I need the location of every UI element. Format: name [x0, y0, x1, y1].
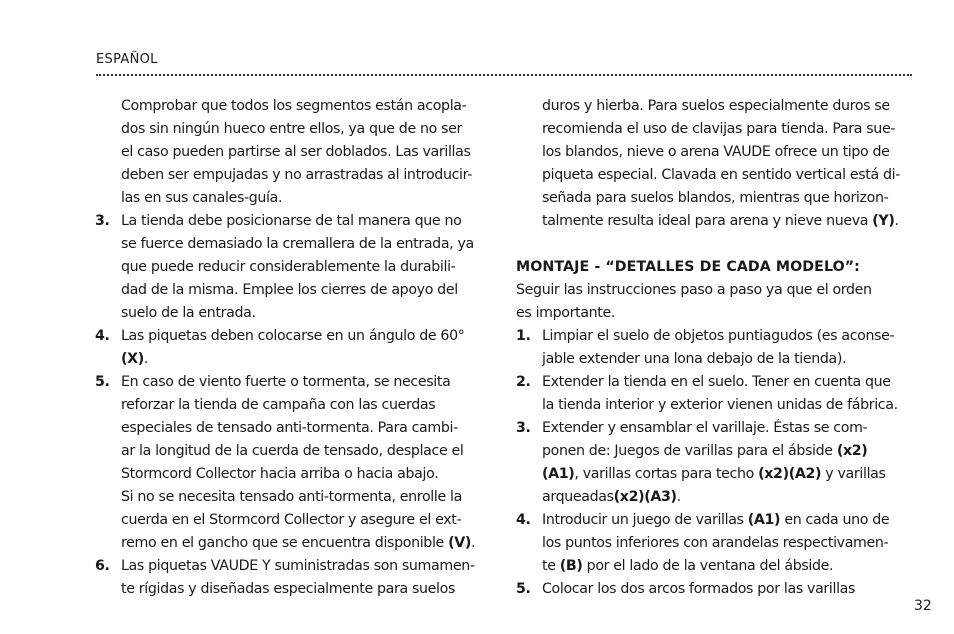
text-run: en cada uno de: [780, 512, 890, 528]
step-number: 5.: [516, 581, 531, 597]
text-line: recomienda el uso de clavijas para tienda. Para sue-: [542, 121, 896, 137]
section-heading: MONTAJE - “DETALLES DE CADA MODELO”:: [516, 259, 860, 275]
step-5: [516, 578, 916, 601]
figure-ref: (Y): [872, 213, 895, 229]
step-2: [516, 371, 916, 394]
intro-line: Seguir las instrucciones paso a paso ya que el orden: [516, 282, 872, 298]
text-line: Comprobar que todos los segmentos están acopla-: [121, 98, 467, 114]
text-line: el caso pueden partirse al ser doblados. Las varillas: [121, 144, 471, 160]
text-line: [516, 440, 916, 463]
text-run: arqueadas: [542, 489, 614, 505]
step-number: 2.: [516, 374, 531, 390]
list-item-4: [95, 325, 491, 348]
figure-ref: (B): [559, 558, 583, 574]
text-line: [95, 348, 491, 371]
text-line: [95, 532, 491, 555]
figure-ref: (x2)(A3): [613, 489, 677, 505]
text-line: piqueta especial. Clavada en sentido vertical está di-: [542, 167, 901, 183]
intro-line: es importante.: [516, 305, 616, 321]
text-line: Si no se necesita tensado anti-tormenta, enrolle la: [121, 489, 462, 505]
text-line: te rígidas y diseñadas especialmente para suelos: [121, 581, 456, 597]
step-number: 1.: [516, 328, 531, 344]
text-run: Introducir un juego de varillas: [542, 512, 748, 528]
figure-ref: (x2)(A2): [758, 466, 822, 482]
text-run: te: [542, 558, 560, 574]
text-line: deben ser empujadas y no arrastradas al introducir-: [121, 167, 472, 183]
text-line: Stormcord Collector hacia arriba o hacia abajo.: [121, 466, 439, 482]
punctuation: .: [894, 213, 899, 229]
text-line: que puede reducir considerablemente la durabili-: [121, 259, 456, 275]
text-line: dad de la misma. Emplee los cierres de apoyo del: [121, 282, 458, 298]
text-line: [516, 555, 916, 578]
text-line: Colocar los dos arcos formados por las varillas: [542, 581, 856, 597]
step-4: [516, 509, 916, 532]
figure-ref: (X): [121, 351, 144, 367]
step-number: 4.: [516, 512, 531, 528]
spacer: [516, 233, 916, 256]
figure-ref: (A1): [747, 512, 781, 528]
figure-ref: (V): [448, 535, 471, 551]
item-number: 4.: [95, 328, 110, 344]
list-item-6: [95, 555, 491, 578]
item-number: 3.: [95, 213, 110, 229]
text-line: los blandos, nieve o arena VAUDE ofrece un tipo de: [542, 144, 890, 160]
text-run: talmente resulta ideal para arena y nieve nueva: [542, 213, 873, 229]
text-run: remo en el gancho que se encuentra disponible: [121, 535, 449, 551]
text-line: la tienda interior y exterior vienen unidas de fábrica.: [542, 397, 898, 413]
text-line: dos sin ningún hueco entre ellos, ya que de no ser: [121, 121, 463, 137]
text-line: Las piquetas VAUDE Y suministradas son sumamen-: [121, 558, 475, 574]
punctuation: .: [471, 535, 476, 551]
text-line: duros y hierba. Para suelos especialmente duros se: [542, 98, 890, 114]
punctuation: .: [676, 489, 681, 505]
text-line: Las piquetas deben colocarse en un ángulo de 60°: [121, 328, 465, 344]
step-number: 3.: [516, 420, 531, 436]
text-line: se fuerce demasiado la cremallera de la entrada, ya: [121, 236, 474, 252]
step-3: [516, 417, 916, 440]
list-item-5: [95, 371, 491, 394]
text-line: La tienda debe posicionarse de tal manera que no: [121, 213, 462, 229]
text-line: Extender la tienda en el suelo. Tener en cuenta que: [542, 374, 891, 390]
step-1: [516, 325, 916, 348]
left-column: [95, 95, 491, 601]
text-line: En caso de viento fuerte o tormenta, se necesita: [121, 374, 451, 390]
language-label: ESPAÑOL: [96, 52, 158, 67]
text-line: jable extender una lona debajo de la tienda).: [542, 351, 847, 367]
text-line: cuerda en el Stormcord Collector y asegure el ext-: [121, 512, 462, 528]
text-line: suelo de la entrada.: [121, 305, 256, 321]
text-line: Extender y ensamblar el varillaje. Éstas se com-: [542, 420, 868, 436]
item-number: 6.: [95, 558, 110, 574]
right-column: [516, 95, 916, 601]
text-run: y varillas: [821, 466, 886, 482]
text-run: , varillas cortas para techo: [574, 466, 759, 482]
list-item-3: [95, 210, 491, 233]
text-line: los puntos inferiores con arandelas respectivamen-: [542, 535, 889, 551]
text-line: [516, 463, 916, 486]
figure-ref: (x2): [836, 443, 868, 459]
text-line: señada para suelos blandos, mientras que horizon-: [542, 190, 889, 206]
punctuation: .: [143, 351, 149, 367]
text-run: ponen de: Juegos de varillas para el ábside: [542, 443, 837, 459]
text-line: Limpiar el suelo de objetos puntiagudos (es aconse-: [542, 328, 895, 344]
page-number: 32: [914, 598, 932, 614]
figure-ref: (A1): [542, 466, 575, 482]
text-line: especiales de tensado anti-tormenta. Para cambi-: [121, 420, 458, 436]
text-run: por el lado de la ventana del ábside.: [582, 558, 834, 574]
item-number: 5.: [95, 374, 110, 390]
text-line: reforzar la tienda de campaña con las cuerdas: [121, 397, 436, 413]
text-line: las en sus canales-guía.: [121, 190, 283, 206]
dotted-divider: [96, 74, 912, 76]
text-line: [516, 486, 916, 509]
text-line: ar la longitud de la cuerda de tensado, desplace el: [121, 443, 464, 459]
text-line: [516, 210, 916, 233]
